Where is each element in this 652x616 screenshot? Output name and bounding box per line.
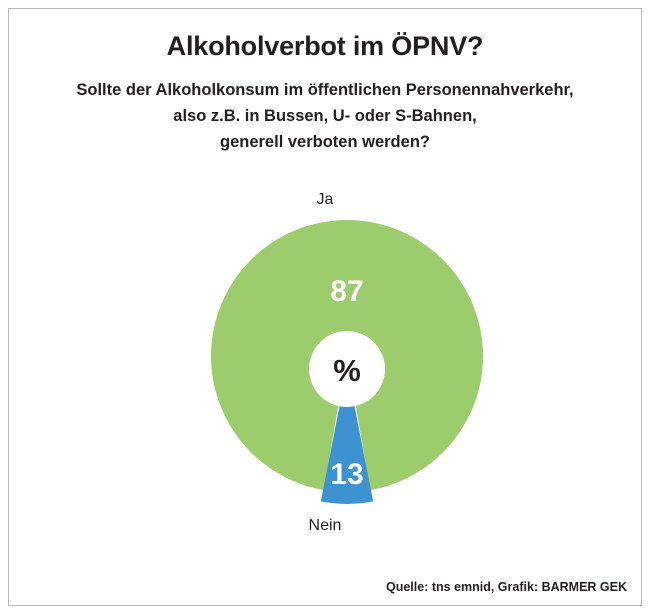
page-title: Alkoholverbot im ÖPNV? [166, 31, 484, 61]
subtitle-line-3: generell verboten werden? [220, 133, 430, 151]
pie-value-nein: 13 [330, 458, 364, 491]
pie-value-ja: 87 [330, 275, 364, 308]
subtitle-line-2: also z.B. in Bussen, U- oder S-Bahnen, [173, 107, 477, 125]
source-note: Quelle: tns emnid, Grafik: BARMER GEK [385, 580, 627, 594]
chart-subtitle [9, 77, 641, 155]
donut-center-label: % [333, 353, 361, 388]
slice-label-nein: Nein [308, 517, 342, 534]
slice-label-ja: Ja [316, 191, 334, 208]
infographic-card [8, 8, 642, 606]
subtitle-line-1: Sollte der Alkoholkonsum im öffentlichen Personennahverkehr, [76, 81, 574, 99]
donut-chart [202, 216, 492, 511]
